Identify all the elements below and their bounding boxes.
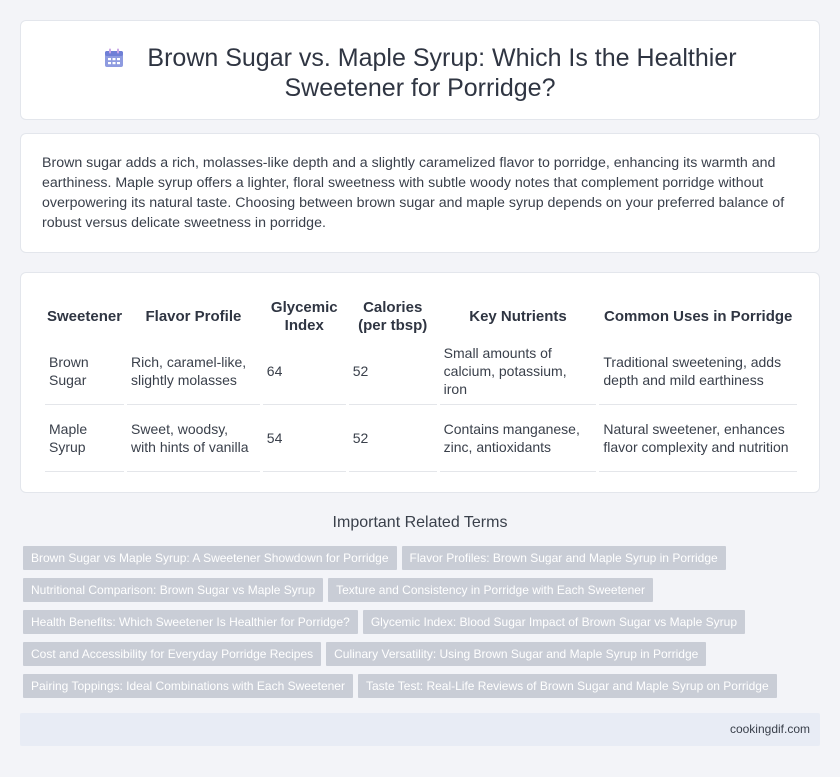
related-term-tag[interactable]: Cost and Accessibility for Everyday Porridge Recipes	[23, 642, 321, 666]
related-term-tag[interactable]: Flavor Profiles: Brown Sugar and Maple Syrup in Porridge	[402, 546, 726, 570]
footer-bar	[20, 713, 820, 746]
cell-glycemic-index: 54	[263, 405, 346, 472]
cell-sweetener: Brown Sugar	[45, 338, 124, 405]
related-term-tag[interactable]: Nutritional Comparison: Brown Sugar vs Maple Syrup	[23, 578, 323, 602]
related-term-tag[interactable]: Culinary Versatility: Using Brown Sugar and Maple Syrup in Porridge	[326, 642, 706, 666]
related-term-tag[interactable]: Health Benefits: Which Sweetener Is Healthier for Porridge?	[23, 610, 358, 634]
footer-site-link[interactable]: cookingdif.com	[729, 722, 810, 736]
cell-common-uses: Natural sweetener, enhances flavor complexity and nutrition	[599, 405, 797, 472]
related-terms-title: Important Related Terms	[332, 514, 508, 531]
related-term-tag[interactable]: Pairing Toppings: Ideal Combinations with Each Sweetener	[23, 674, 353, 698]
cell-key-nutrients: Small amounts of calcium, potassium, iron	[440, 338, 597, 405]
calendar-icon	[103, 47, 125, 69]
header-glycemic-index: Glycemic Index	[270, 298, 338, 334]
table-header-row	[45, 295, 797, 338]
related-term-tag[interactable]: Taste Test: Real-Life Reviews of Brown Sugar and Maple Syrup on Porridge	[358, 674, 777, 698]
cell-common-uses: Traditional sweetening, adds depth and mild earthiness	[599, 338, 797, 405]
intro-card	[20, 133, 820, 253]
header-flavor-profile: Flavor Profile	[145, 307, 242, 325]
cell-flavor-profile: Rich, caramel-like, slightly molasses	[127, 338, 260, 405]
page-title-wrap	[21, 43, 819, 103]
cell-calories: 52	[349, 405, 437, 472]
header-sweetener: Sweetener	[47, 307, 123, 325]
header-calories: Calories (per tbsp)	[358, 298, 428, 334]
table-row	[45, 405, 797, 472]
cell-sweetener: Maple Syrup	[45, 405, 124, 472]
related-terms-list	[23, 546, 823, 706]
comparison-table-card	[20, 272, 820, 493]
related-term-tag[interactable]: Brown Sugar vs Maple Syrup: A Sweetener Showdown for Porridge	[23, 546, 397, 570]
comparison-table	[42, 295, 800, 472]
intro-paragraph: Brown sugar adds a rich, molasses-like depth and a slightly caramelized flavor to porridge, enhancing its warmth and earthiness. Maple syrup offers a lighter, floral sweetness with subtle woody notes that complement porridge without overpowering its natural taste. Choosing between brown sugar and maple syrup depends on your preferred balance of robust versus delicate sweetness in porridge.	[42, 155, 785, 231]
header-key-nutrients: Key Nutrients	[469, 307, 567, 325]
cell-key-nutrients: Contains manganese, zinc, antioxidants	[440, 405, 597, 472]
cell-glycemic-index: 64	[263, 338, 346, 405]
table-row	[45, 338, 797, 405]
related-term-tag[interactable]: Glycemic Index: Blood Sugar Impact of Brown Sugar vs Maple Syrup	[363, 610, 745, 634]
header-common-uses: Common Uses in Porridge	[604, 307, 793, 325]
title-card	[20, 20, 820, 120]
cell-calories: 52	[349, 338, 437, 405]
related-term-tag[interactable]: Texture and Consistency in Porridge with Each Sweetener	[328, 578, 653, 602]
cell-flavor-profile: Sweet, woodsy, with hints of vanilla	[127, 405, 260, 472]
page-title: Brown Sugar vs. Maple Syrup: Which Is the Healthier Sweetener for Porridge?	[147, 44, 737, 102]
